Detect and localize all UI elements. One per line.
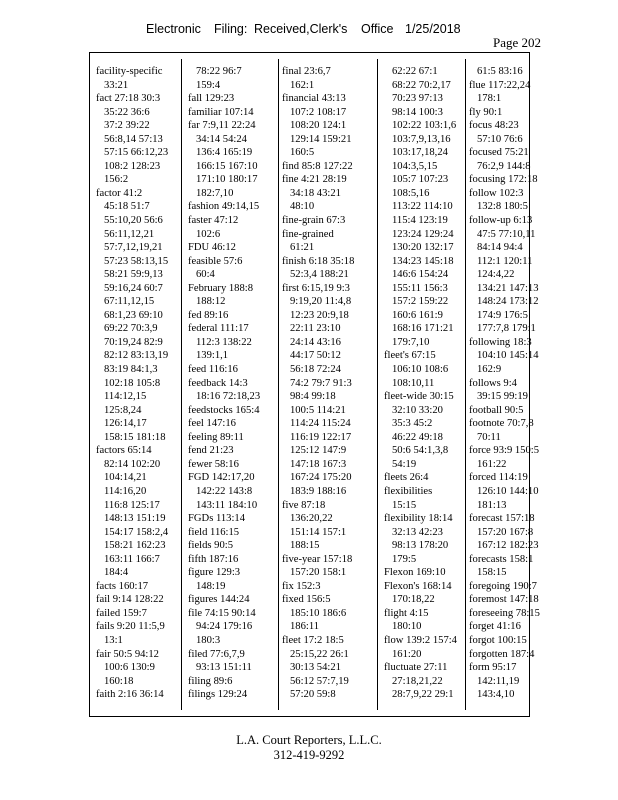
index-entry-continuation: 69:22 70:3,9: [104, 323, 158, 335]
index-entry-continuation: 68:22 70:2,17: [392, 79, 451, 91]
index-entry-continuation: 157:2 159:22: [392, 296, 449, 308]
index-entry-continuation: 162:1: [290, 79, 315, 91]
index-entry-continuation: 70:11: [477, 431, 501, 443]
index-entry: fluctuate 27:11: [384, 662, 448, 674]
index-entry-continuation: 54:19: [392, 458, 417, 470]
index-entry: fail 9:14 128:22: [96, 594, 164, 606]
index-entry: figures 144:24: [188, 594, 250, 606]
index-entry-continuation: 155:11 156:3: [392, 282, 448, 294]
index-column-1: [96, 65, 180, 710]
column-divider: [181, 59, 182, 710]
index-entry-continuation: 34:14 54:24: [196, 133, 247, 145]
index-entry: FGDs 113:14: [188, 513, 245, 525]
header-received: Received,Clerk's: [254, 22, 348, 36]
index-entry-continuation: 56:18 72:24: [290, 364, 341, 376]
index-entry: financial 43:13: [282, 93, 346, 105]
index-entry-continuation: 167:12 182:23: [477, 540, 539, 552]
index-entry-continuation: 68:1,23 69:10: [104, 309, 163, 321]
index-entry: feasible 57:6: [188, 255, 243, 267]
index-entry: fed 89:16: [188, 309, 229, 321]
index-entry-continuation: 12:23 20:9,18: [290, 309, 349, 321]
index-entry-continuation: 171:10 180:17: [196, 174, 258, 186]
index-entry-continuation: 114:16,20: [104, 485, 147, 497]
index-entry-continuation: 116:19 122:17: [290, 431, 352, 443]
index-entry-continuation: 52:3,4 188:21: [290, 269, 349, 281]
index-entry-continuation: 139:1,1: [196, 350, 229, 362]
index-entry: fails 9:20 11:5,9: [96, 621, 165, 633]
index-entry: feedstocks 165:4: [188, 404, 260, 416]
index-entry-continuation: 161:20: [392, 648, 422, 660]
index-entry: follows 9:4: [469, 377, 517, 389]
index-entry-continuation: 159:4: [196, 79, 221, 91]
index-entry: fact 27:18 30:3: [96, 93, 161, 105]
index-entry-continuation: 106:10 108:6: [392, 364, 449, 376]
index-entry-continuation: 184:4: [104, 567, 129, 579]
index-entry: force 93:9 150:5: [469, 445, 540, 457]
index-entry: FGD 142:17,20: [188, 472, 255, 484]
index-entry-continuation: 108:20 124:1: [290, 120, 347, 132]
index-entry-continuation: 163:11 166:7: [104, 553, 160, 565]
index-entry: final 23:6,7: [282, 66, 331, 77]
index-entry: fleet's 67:15: [384, 350, 436, 362]
index-entry-continuation: 83:19 84:1,3: [104, 364, 158, 376]
index-entry-continuation: 56:8,14 57:13: [104, 133, 163, 145]
index-entry-continuation: 179:7,10: [392, 336, 430, 348]
index-entry-continuation: 183:9 188:16: [290, 485, 347, 497]
index-entry: focused 75:21: [469, 147, 529, 159]
index-entry-continuation: 98:4 99:18: [290, 391, 336, 403]
index-entry-continuation: 105:7 107:23: [392, 174, 449, 186]
index-entry-continuation: 18:16 72:18,23: [196, 391, 261, 403]
index-entry: foreseeing 78:15: [469, 607, 540, 619]
index-entry-continuation: 103:7,9,13,16: [392, 133, 451, 145]
index-entry: February 188:8: [188, 282, 254, 294]
index-entry-continuation: 134:21 147:13: [477, 282, 539, 294]
index-entry: fend 21:23: [188, 445, 234, 457]
index-entry: fix 152:3: [282, 580, 321, 592]
index-entry: forgotten 187:4: [469, 648, 535, 660]
index-entry-continuation: 45:18 51:7: [104, 201, 150, 213]
index-entry: five 87:18: [282, 499, 326, 511]
index-entry-continuation: 39:15 99:19: [477, 391, 528, 403]
index-entry-continuation: 188:12: [196, 296, 226, 308]
index-entry-continuation: 22:11 23:10: [290, 323, 341, 335]
index-entry: foregoing 190:7: [469, 580, 537, 592]
index-entry-continuation: 108:5,16: [392, 187, 430, 199]
index-entry-continuation: 147:18 167:3: [290, 458, 347, 470]
index-entry-continuation: 104:10 145:14: [477, 350, 539, 362]
index-entry-continuation: 181:13: [477, 499, 507, 511]
index-entry-continuation: 32:13 42:23: [392, 526, 443, 538]
index-entry-continuation: 104:14,21: [104, 472, 147, 484]
index-entry: fly 90:1: [469, 106, 503, 118]
index-entry: feed 116:16: [188, 364, 238, 376]
index-entry: fleet 17:2 18:5: [282, 634, 344, 646]
index-entry-continuation: 100:6 130:9: [104, 662, 155, 674]
index-entry-continuation: 48:10: [290, 201, 315, 213]
index-entry: federal 111:17: [188, 323, 249, 335]
header-office: Office: [361, 22, 394, 36]
index-entry-continuation: 156:2: [104, 174, 129, 186]
index-entry-continuation: 166:15 167:10: [196, 160, 258, 172]
index-entry: fixed 156:5: [282, 594, 331, 606]
index-entry: flexibility 18:14: [384, 513, 453, 525]
index-entry-continuation: 124:4,22: [477, 269, 515, 281]
index-entry-continuation: 35:3 45:2: [392, 418, 433, 430]
index-column-5: [469, 65, 540, 710]
index-entry-continuation: 61:21: [290, 242, 315, 254]
index-entry: familiar 107:14: [188, 106, 254, 118]
index-entry: filings 129:24: [188, 689, 248, 701]
index-entry: footnote 70:7,8: [469, 418, 534, 430]
index-entry: follow-up 6:13: [469, 215, 533, 227]
index-entry-continuation: 32:10 33:20: [392, 404, 443, 416]
index-entry-continuation: 15:15: [392, 499, 417, 511]
index-entry: failed 159:7: [96, 607, 147, 619]
index-entry-continuation: 78:22 96:7: [196, 66, 242, 77]
index-entry: focusing 172:18: [469, 174, 538, 186]
index-entry-continuation: 56:12 57:7,19: [290, 675, 349, 687]
index-entry-continuation: 186:11: [290, 621, 320, 633]
header-filing: Filing:: [214, 22, 248, 36]
index-entry-continuation: 158:21 162:23: [104, 540, 166, 552]
index-entry-continuation: 103:17,18,24: [392, 147, 448, 159]
index-column-3: [282, 65, 376, 710]
index-entry: feedback 14:3: [188, 377, 248, 389]
index-entry-continuation: 113:22 114:10: [392, 201, 453, 213]
index-entry: fashion 49:14,15: [188, 201, 260, 213]
index-entry-continuation: 30:13 54:21: [290, 662, 341, 674]
index-entry-continuation: 148:19: [196, 580, 226, 592]
index-entry-continuation: 112:3 138:22: [196, 336, 252, 348]
index-entry-continuation: 70:23 97:13: [392, 93, 443, 105]
index-entry: field 116:15: [188, 526, 240, 538]
index-entry: finish 6:18 35:18: [282, 255, 355, 267]
index-entry-continuation: 143:4,10: [477, 689, 515, 701]
index-entry-continuation: 125:12 147:9: [290, 445, 347, 457]
index-entry-continuation: 28:7,9,22 29:1: [392, 689, 454, 701]
index-entry-continuation: 114:12,15: [104, 391, 147, 403]
index-entry: forget 41:16: [469, 621, 521, 633]
index-entry-continuation: 142:11,19: [477, 675, 520, 687]
index-entry-continuation: 27:18,21,22: [392, 675, 443, 687]
index-entry-continuation: 102:22 103:1,6: [392, 120, 457, 132]
index-entry: factor 41:2: [96, 187, 143, 199]
index-entry: fewer 58:16: [188, 458, 239, 470]
index-entry: Flexon's 168:14: [384, 580, 452, 592]
footer-phone: 312-419-9292: [273, 748, 345, 762]
index-entry: fleet-wide 30:15: [384, 391, 454, 403]
index-entry: figure 129:3: [188, 567, 241, 579]
column-divider: [465, 59, 466, 710]
index-entry: FDU 46:12: [188, 242, 236, 254]
index-entry-continuation: 148:13 151:19: [104, 513, 166, 525]
index-entry-continuation: 136:4 165:19: [196, 147, 253, 159]
footer-company: L.A. Court Reporters, L.L.C.: [236, 733, 382, 747]
index-entry-continuation: 112:1 120:11: [477, 255, 533, 267]
index-entry-continuation: 84:14 94:4: [477, 242, 523, 254]
index-entry: fine 4:21 28:19: [282, 174, 347, 186]
index-entry: form 95:17: [469, 662, 517, 674]
index-entry-continuation: 98:13 178:20: [392, 540, 449, 552]
index-entry: filing 89:6: [188, 675, 233, 687]
column-divider: [377, 59, 378, 710]
index-entry-continuation: 57:20 59:8: [290, 689, 336, 701]
index-entry-continuation: 35:22 36:6: [104, 106, 150, 118]
index-entry: flue 117:22,24: [469, 79, 531, 91]
index-entry-continuation: 116:8 125:17: [104, 499, 160, 511]
index-entry-continuation: 108:10,11: [392, 377, 435, 389]
index-entry-continuation: 130:20 132:17: [392, 242, 454, 254]
index-entry-continuation: 56:11,12,21: [104, 228, 155, 240]
index-entry-continuation: 123:24 129:24: [392, 228, 454, 240]
index-entry-continuation: 94:24 179:16: [196, 621, 253, 633]
index-entry: file 74:15 90:14: [188, 607, 256, 619]
index-entry-continuation: 82:12 83:13,19: [104, 350, 169, 362]
index-entry-continuation: 57:23 58:13,15: [104, 255, 169, 267]
index-entry-continuation: 158:15: [477, 567, 507, 579]
index-entry: faith 2:16 36:14: [96, 689, 164, 701]
index-entry-continuation: 160:6 161:9: [392, 309, 443, 321]
index-entry-continuation: 46:22 49:18: [392, 431, 443, 443]
index-column-2: [188, 65, 276, 710]
index-entry-continuation: 161:22: [477, 458, 507, 470]
index-entry: focus 48:23: [469, 120, 519, 132]
index-entry-continuation: 182:7,10: [196, 187, 234, 199]
index-entry-continuation: 102:18 105:8: [104, 377, 161, 389]
index-entry-continuation: 167:24 175:20: [290, 472, 352, 484]
index-entry-continuation: 188:15: [290, 540, 320, 552]
index-entry-continuation: 151:14 157:1: [290, 526, 347, 538]
index-entry: find 85:8 127:22: [282, 160, 353, 172]
index-entry-continuation: 55:10,20 56:6: [104, 215, 163, 227]
index-entry: first 6:15,19 9:3: [282, 282, 350, 294]
column-divider: [278, 59, 279, 710]
index-entry-continuation: 13:1: [104, 634, 123, 646]
index-entry-continuation: 108:2 128:23: [104, 160, 161, 172]
index-entry-continuation: 74:2 79:7 91:3: [290, 377, 352, 389]
index-entry-continuation: 168:16 171:21: [392, 323, 454, 335]
index-entry-continuation: 67:11,12,15: [104, 296, 155, 308]
index-entry: feeling 89:11: [188, 431, 244, 443]
index-entry-continuation: 104:3,5,15: [392, 160, 438, 172]
index-entry-continuation: 37:2 39:22: [104, 120, 150, 132]
index-entry-continuation: 34:18 43:21: [290, 187, 341, 199]
index-entry: fleets 26:4: [384, 472, 429, 484]
index-entry-continuation: 129:14 159:21: [290, 133, 352, 145]
index-entry-continuation: 160:5: [290, 147, 315, 159]
index-entry-continuation: 24:14 43:16: [290, 336, 341, 348]
index-entry-continuation: 136:20,22: [290, 513, 333, 525]
index-entry-continuation: 57:7,12,19,21: [104, 242, 163, 254]
index-entry-continuation: 82:14 102:20: [104, 458, 161, 470]
index-entry-continuation: 107:2 108:17: [290, 106, 347, 118]
index-entry-continuation: 9:19,20 11:4,8: [290, 296, 352, 308]
index-entry: forecasts 158:1: [469, 553, 534, 565]
index-entry-continuation: 143:11 184:10: [196, 499, 258, 511]
index-entry-continuation: 160:18: [104, 675, 134, 687]
index-entry-continuation: 61:5 83:16: [477, 66, 523, 77]
index-entry: factors 65:14: [96, 445, 152, 457]
index-entry: flight 4:15: [384, 607, 429, 619]
index-entry: fair 50:5 94:12: [96, 648, 159, 660]
index-entry-continuation: 115:4 123:19: [392, 215, 448, 227]
index-entry: Flexon 169:10: [384, 567, 446, 579]
index-entry-continuation: 57:10 76:6: [477, 133, 523, 145]
index-entry: flexibilities: [384, 485, 433, 497]
index-entry-continuation: 162:9: [477, 364, 502, 376]
index-entry-continuation: 50:6 54:1,3,8: [392, 445, 449, 457]
index-entry-continuation: 154:17 158:2,4: [104, 526, 169, 538]
header-date: 1/25/2018: [405, 22, 461, 36]
index-entry-continuation: 25:15,22 26:1: [290, 648, 349, 660]
index-entry-continuation: 170:18,22: [392, 594, 435, 606]
index-entry-continuation: 125:8,24: [104, 404, 142, 416]
index-entry-continuation: 134:23 145:18: [392, 255, 454, 267]
index-entry-continuation: 58:21 59:9,13: [104, 269, 163, 281]
index-entry: fields 90:5: [188, 540, 234, 552]
index-entry-continuation: 114:24 115:24: [290, 418, 351, 430]
index-entry: fine-grain 67:3: [282, 215, 346, 227]
index-entry-continuation: 158:15 181:18: [104, 431, 166, 443]
index-entry: forecast 157:18: [469, 513, 535, 525]
index-entry-continuation: 146:6 154:24: [392, 269, 449, 281]
index-entry: fifth 187:16: [188, 553, 239, 565]
index-entry: facility-specific: [96, 66, 163, 77]
index-entry: follow 102:3: [469, 187, 524, 199]
index-entry-continuation: 178:1: [477, 93, 502, 105]
index-entry-continuation: 93:13 151:11: [196, 662, 252, 674]
index-entry: forgot 100:15: [469, 634, 527, 646]
index-entry-continuation: 100:5 114:21: [290, 404, 346, 416]
index-entry-continuation: 98:14 100:3: [392, 106, 443, 118]
index-entry: fine-grained: [282, 228, 334, 240]
index-entry-continuation: 60:4: [196, 269, 215, 281]
index-entry-continuation: 157:20 167:8: [477, 526, 534, 538]
index-entry: far 7:9,11 22:24: [188, 120, 256, 132]
index-entry-continuation: 102:6: [196, 228, 221, 240]
index-entry-continuation: 185:10 186:6: [290, 607, 347, 619]
index-entry: five-year 157:18: [282, 553, 353, 565]
index-entry-continuation: 132:8 180:5: [477, 201, 528, 213]
index-entry-continuation: 179:5: [392, 553, 417, 565]
index-entry-continuation: 180:3: [196, 634, 221, 646]
index-entry: flow 139:2 157:4: [384, 634, 457, 646]
index-entry-continuation: 76:2,9 144:8: [477, 160, 531, 172]
index-entry-continuation: 126:10 144:10: [477, 485, 539, 497]
index-entry-continuation: 62:22 67:1: [392, 66, 438, 77]
index-entry-continuation: 142:22 143:8: [196, 485, 253, 497]
index-entry: feel 147:16: [188, 418, 236, 430]
index-entry-continuation: 44:17 50:12: [290, 350, 341, 362]
index-entry-continuation: 177:7,8 179:1: [477, 323, 536, 335]
index-entry: faster 47:12: [188, 215, 239, 227]
index-entry: fall 129:23: [188, 93, 235, 105]
index-entry-continuation: 148:24 173:12: [477, 296, 539, 308]
index-entry-continuation: 57:15 66:12,23: [104, 147, 169, 159]
index-entry-continuation: 47:5 77:10,11: [477, 228, 536, 240]
index-entry: football 90:5: [469, 404, 524, 416]
index-entry: facts 160:17: [96, 580, 149, 592]
index-entry-continuation: 174:9 176:5: [477, 309, 528, 321]
index-entry-continuation: 70:19,24 82:9: [104, 336, 163, 348]
index-column-4: [384, 65, 470, 710]
header-electronic: Electronic: [146, 22, 201, 36]
index-entry-continuation: 59:16,24 60:7: [104, 282, 163, 294]
index-entry-continuation: 33:21: [104, 79, 129, 91]
index-entry: forced 114:19: [469, 472, 528, 484]
index-entry-continuation: 157:20 158:1: [290, 567, 347, 579]
index-entry-continuation: 126:14,17: [104, 418, 147, 430]
page-number: Page 202: [493, 35, 542, 50]
index-entry: foremost 147:18: [469, 594, 539, 606]
word-index-frame: [89, 52, 540, 717]
index-entry: following 18:3: [469, 336, 532, 348]
index-entry: filed 77:6,7,9: [188, 648, 245, 660]
index-entry-continuation: 180:10: [392, 621, 422, 633]
